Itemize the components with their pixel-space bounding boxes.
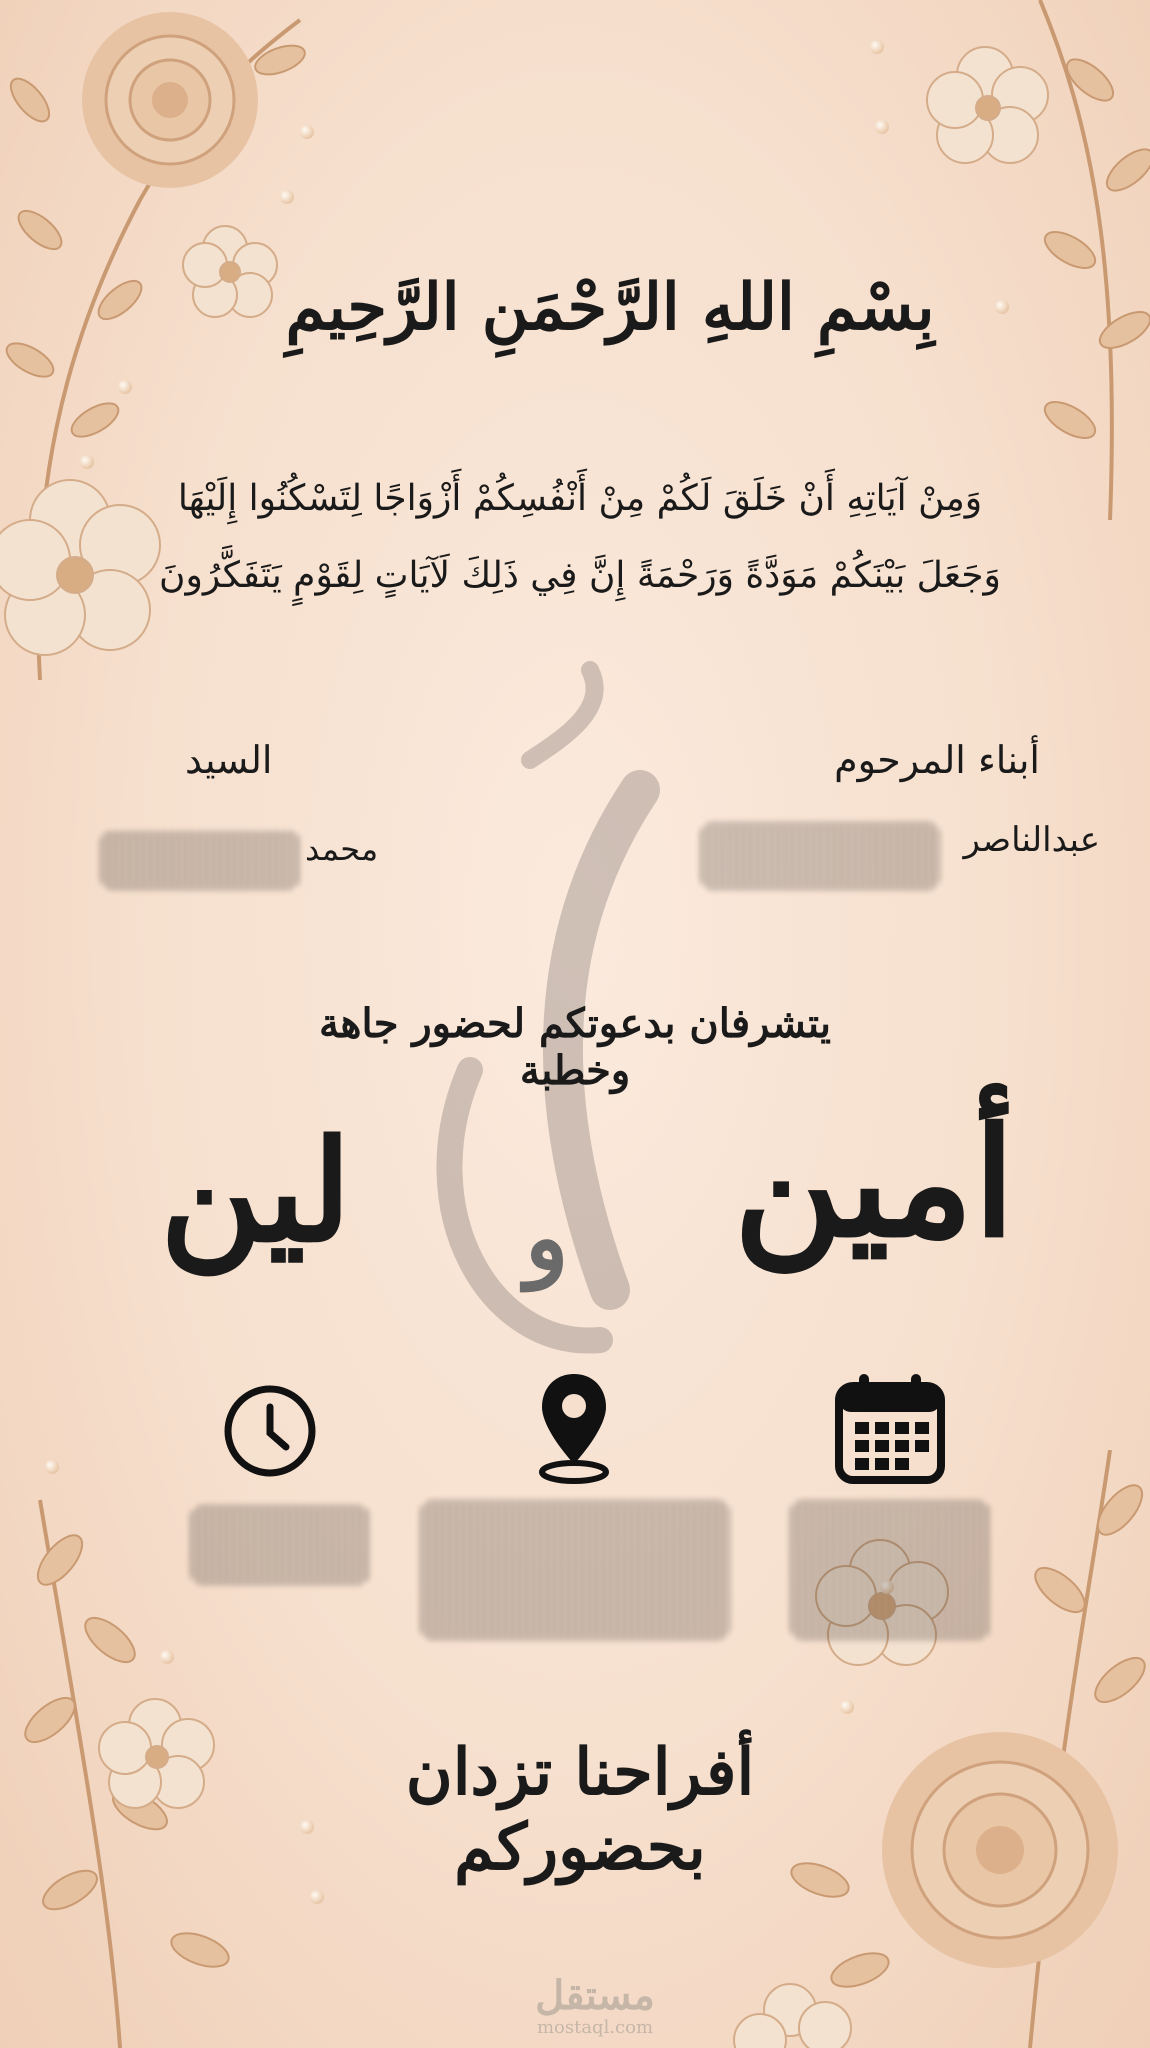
pearl-decoration bbox=[840, 1700, 854, 1714]
invitation-text: يتشرفان بدعوتكم لحضور جاهة وخطبة bbox=[318, 1000, 832, 1094]
pearl-decoration bbox=[45, 1460, 59, 1474]
redacted-surname-left bbox=[100, 830, 300, 890]
pearl-decoration bbox=[80, 455, 94, 469]
mostaql-watermark bbox=[500, 1972, 690, 2038]
groom-father-name: عبدالناصر bbox=[963, 820, 1100, 860]
quran-verse-line-2: وَجَعَلَ بَيْنَكُمْ مَوَدَّةً وَرَحْمَةً إِنَّ فِي ذَلِكَ لَآيَاتٍ لِقَوْمٍ يَتَفَكَّرُونَ bbox=[159, 555, 1001, 596]
bride-name: لين bbox=[160, 1110, 352, 1274]
pearl-decoration bbox=[118, 380, 132, 394]
redacted-surname-right bbox=[700, 822, 940, 890]
basmala-heading: بِسْمِ اللهِ الرَّحْمَنِ الرَّحِيمِ bbox=[285, 270, 935, 345]
redacted-location-details bbox=[420, 1500, 730, 1640]
bride-family-label: السيد bbox=[185, 738, 273, 782]
pearl-decoration bbox=[160, 1650, 174, 1664]
quran-verse-line-1: وَمِنْ آيَاتِهِ أَنْ خَلَقَ لَكُمْ مِنْ أَنْفُسِكُمْ أَزْوَاجًا لِتَسْكُنُوا إِلَيْهَا bbox=[177, 478, 983, 519]
pearl-decoration bbox=[310, 1890, 324, 1904]
pearl-decoration bbox=[870, 40, 884, 54]
closing-message: أفراحنا تزدان بحضوركم bbox=[405, 1735, 755, 1885]
groom-family-label: أبناء المرحوم bbox=[834, 738, 1040, 782]
conjunction-waw: و bbox=[525, 1185, 569, 1291]
groom-name: أمين bbox=[733, 1095, 1015, 1271]
pearl-decoration bbox=[875, 120, 889, 134]
location-pin-icon bbox=[538, 1372, 610, 1484]
pearl-decoration bbox=[300, 1820, 314, 1834]
redacted-time-details bbox=[190, 1505, 370, 1585]
clock-icon bbox=[222, 1383, 318, 1479]
bride-father-name: محمد bbox=[305, 830, 379, 868]
pearl-decoration bbox=[280, 190, 294, 204]
redacted-date-details bbox=[790, 1500, 990, 1640]
pearl-decoration bbox=[300, 125, 314, 139]
mostaql-watermark-arabic: مستقل bbox=[535, 1972, 655, 2019]
mostaql-watermark-url: mostaql.com bbox=[536, 2017, 654, 2038]
calendar-icon bbox=[835, 1372, 945, 1484]
